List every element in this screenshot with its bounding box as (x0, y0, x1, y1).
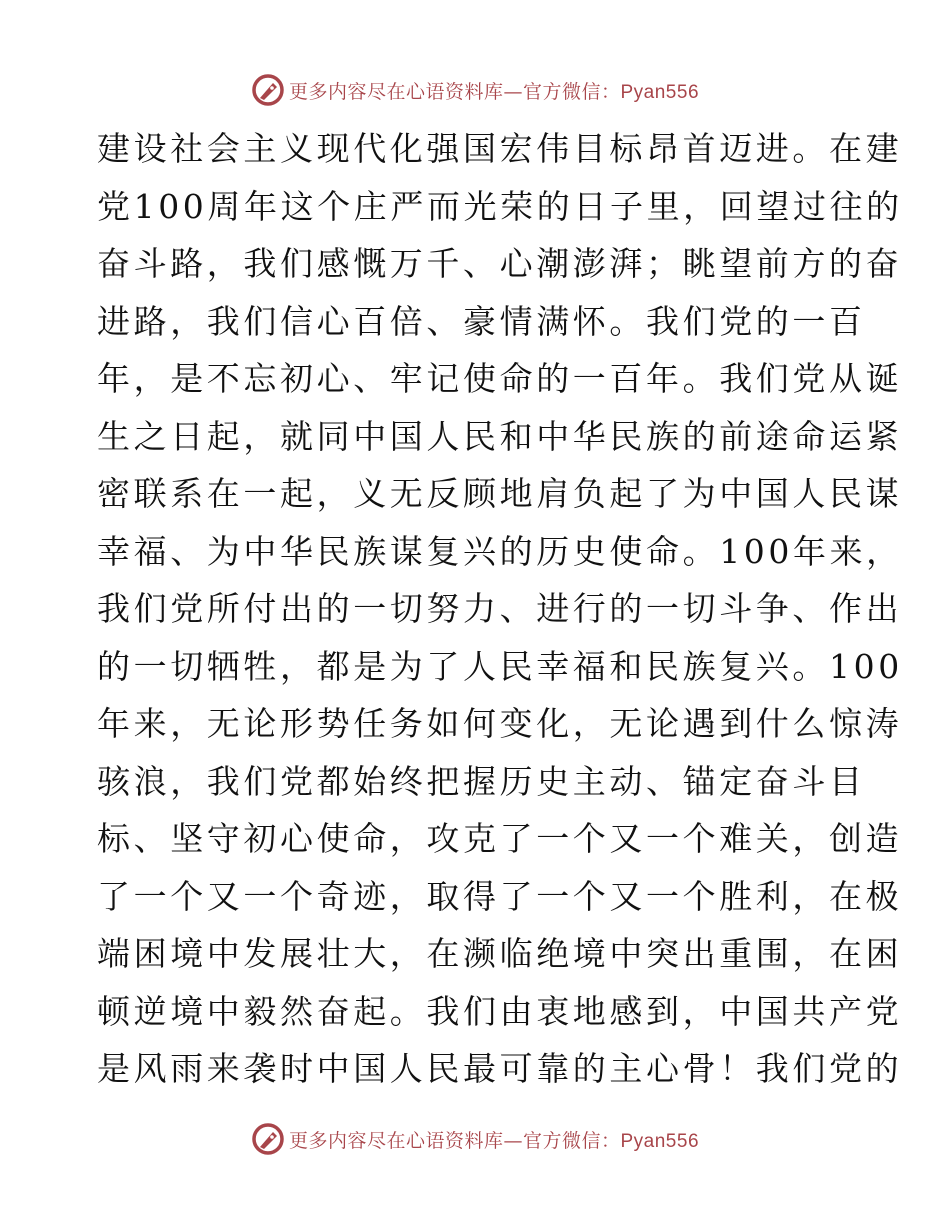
text-line: 奋斗路，我们感慨万千、心潮澎湃；眺望前方的奋 (97, 244, 903, 283)
footer-wechat-label: 官方微信： (522, 1129, 621, 1152)
footer-wechat-id: Pyan556 (620, 1130, 700, 1152)
text-line: 的一切牺牲，都是为了人民幸福和民族复兴。100 (97, 646, 903, 686)
text-line: 幸福、为中华民族谋复兴的历史使命。100年来， (97, 531, 903, 571)
text-line: 建设社会主义现代化强国宏伟目标昂首迈进。在建 (97, 129, 903, 168)
text-line: 密联系在一起，义无反顾地肩负起了为中国人民谋 (97, 474, 903, 513)
text-line: 年，是不忘初心、牢记使命的一百年。我们党从诞 (97, 359, 903, 398)
header-wechat-label: 官方微信： (522, 80, 621, 103)
header-separator: — (503, 80, 523, 103)
text-line: 生之日起，就同中国人民和中华民族的前途命运紧 (97, 416, 903, 456)
document-body (97, 120, 903, 1098)
header-wechat-id: Pyan556 (620, 81, 700, 103)
footer-brand: 更多内容尽在心语资料库 (288, 1129, 504, 1152)
header-brand-text (289, 77, 699, 104)
text-line: 了一个又一个奇迹，取得了一个又一个胜利，在极 (97, 876, 903, 916)
text-line: 顿逆境中毅然奋起。我们由衷地感到，中国共产党 (97, 991, 903, 1031)
footer-separator: — (503, 1129, 523, 1152)
text-line: 是风雨来袭时中国人民最可靠的主心骨！我们党的 (97, 1049, 903, 1088)
header-banner (0, 73, 950, 107)
header-brand: 更多内容尽在心语资料库 (288, 80, 504, 103)
text-line: 进路，我们信心百倍、豪情满怀。我们党的一百 (97, 301, 866, 341)
text-line: 端困境中发展壮大，在濒临绝境中突出重围，在困 (97, 934, 903, 973)
pen-nib-logo-icon (251, 1122, 285, 1156)
text-line: 我们党所付出的一切努力、进行的一切斗争、作出 (97, 589, 903, 628)
text-line: 年来，无论形势任务如何变化，无论遇到什么惊涛 (97, 704, 903, 743)
footer-banner (0, 1122, 950, 1156)
pen-nib-logo-icon (251, 73, 285, 107)
footer-brand-text (289, 1126, 699, 1153)
text-line: 党100周年这个庄严而光荣的日子里，回望过往的 (97, 186, 903, 226)
text-line: 标、坚守初心使命，攻克了一个又一个难关，创造 (97, 819, 903, 858)
text-line: 骇浪，我们党都始终把握历史主动、锚定奋斗目 (97, 761, 866, 801)
